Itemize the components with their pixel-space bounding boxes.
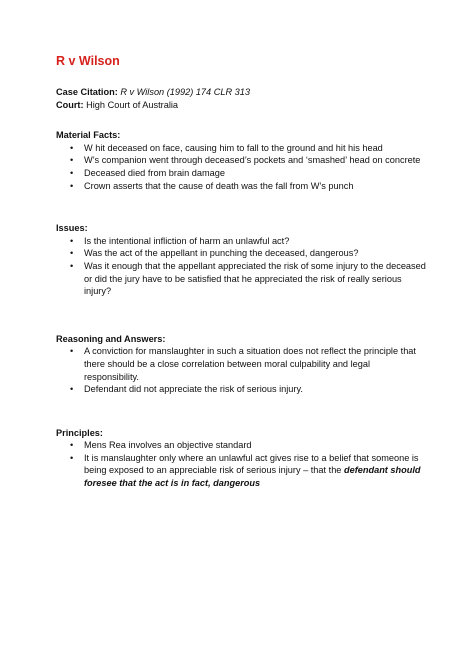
list-item: [56, 247, 426, 260]
list-item-text: Mens Rea involves an objective standard: [84, 440, 252, 451]
bullet-icon: •: [70, 260, 74, 271]
bullet-icon: •: [70, 248, 74, 259]
list-item: [56, 235, 426, 248]
list-item-text: Crown asserts that the cause of death was the fall from W’s punch: [84, 180, 354, 191]
document-page: [56, 54, 426, 490]
list-item: [56, 180, 426, 193]
list-item-text: It is manslaughter only where an unlawful act gives rise to a belief that someone is being exposed to an appreciable risk of serious injury – that the: [84, 452, 419, 476]
bullet-icon: •: [70, 235, 74, 246]
list-item-text: Is the intentional infliction of harm an unlawful act?: [84, 235, 290, 246]
issues-heading: Issues:: [56, 223, 88, 234]
case-citation-label: Case Citation:: [56, 87, 118, 97]
court-label: Court:: [56, 99, 84, 110]
material-facts-list: [56, 142, 426, 192]
list-item: [56, 345, 426, 383]
case-citation-line: [56, 86, 426, 99]
bullet-icon: •: [70, 142, 74, 153]
reasoning-list: [56, 345, 426, 395]
reasoning-heading: Reasoning and Answers:: [56, 333, 166, 344]
list-item: [56, 154, 426, 167]
court-value: High Court of Australia: [86, 99, 179, 110]
bullet-icon: •: [70, 167, 74, 178]
material-facts-section: [56, 129, 426, 192]
bullet-icon: •: [70, 440, 74, 451]
list-item: [56, 260, 426, 298]
bullet-icon: •: [70, 452, 74, 463]
list-item: [56, 383, 426, 396]
principles-section: [56, 427, 426, 490]
list-item-emphasis: defendant should foresee that the act is in fact, dangerous: [84, 465, 421, 489]
list-item-text: W hit deceased on face, causing him to fall to the ground and hit his head: [84, 142, 383, 153]
list-item: [56, 142, 426, 155]
list-item: [56, 452, 426, 490]
principles-heading: Principles:: [56, 427, 103, 438]
court-line: [56, 99, 426, 112]
list-item: [56, 439, 426, 452]
bullet-icon: •: [70, 180, 74, 191]
case-title: R v Wilson: [56, 54, 120, 68]
list-item-text: Deceased died from brain damage: [84, 167, 225, 178]
list-item-text: W’s companion went through deceased’s pockets and ‘smashed’ head on concrete: [84, 155, 421, 166]
case-citation-value: R v Wilson (1992) 174 CLR 313: [120, 87, 250, 97]
list-item: [56, 167, 426, 180]
issues-section: [56, 222, 426, 298]
principles-list: [56, 439, 426, 489]
list-item-text: Was the act of the appellant in punching the deceased, dangerous?: [84, 248, 359, 259]
bullet-icon: •: [70, 384, 74, 395]
bullet-icon: •: [70, 155, 74, 166]
list-item-text: Was it enough that the appellant appreciated the risk of some injury to the deceased or did the jury have to be satisfied that he appreciated the risk of really serious injury?: [84, 260, 426, 297]
list-item-text: A conviction for manslaughter in such a situation does not reflect the principle that there should be a close correlation between moral culpability and legal responsibility.: [84, 346, 416, 382]
material-facts-heading: Material Facts:: [56, 130, 121, 141]
list-item-text: Defendant did not appreciate the risk of serious injury.: [84, 384, 303, 395]
bullet-icon: •: [70, 346, 74, 357]
reasoning-section: [56, 333, 426, 396]
issues-list: [56, 235, 426, 298]
